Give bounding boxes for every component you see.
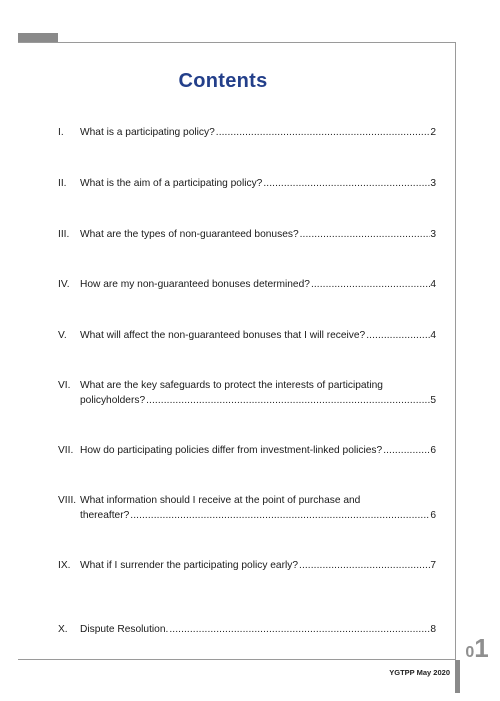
toc-entry-number: VI.	[58, 380, 71, 391]
footer-bar-marker	[455, 660, 460, 693]
toc-entry-number: X.	[58, 624, 68, 635]
toc-entry-title-line: What information should I receive at the point of purchase and	[80, 495, 361, 506]
page-number-small: 0	[465, 644, 475, 661]
toc-entry-title: What is the aim of a participating policy?	[80, 178, 263, 189]
toc-entry-title: What will affect the non-guaranteed bonuses that I will receive?	[80, 330, 366, 341]
toc-entry-page: 2	[430, 127, 436, 138]
toc-entry-title: How are my non-guaranteed bonuses determined?	[80, 279, 310, 290]
right-border-line	[455, 42, 456, 660]
toc-entry[interactable]	[58, 493, 436, 523]
toc-entry[interactable]	[58, 328, 436, 343]
toc-leader-dots	[129, 508, 430, 523]
toc-entry-number: I.	[58, 127, 64, 138]
toc-entry[interactable]	[58, 176, 436, 191]
toc-leader-dots	[310, 277, 430, 292]
toc-entry-page: 4	[430, 279, 436, 290]
toc-entry-number: IX.	[58, 560, 71, 571]
toc-entry-page: 5	[430, 395, 436, 406]
toc-entry[interactable]	[58, 378, 436, 408]
toc-entry-number: III.	[58, 229, 70, 240]
toc-leader-dots	[298, 558, 430, 573]
top-border-line	[18, 42, 456, 43]
toc-entry[interactable]	[58, 558, 436, 573]
toc-entry-page: 6	[430, 445, 436, 456]
toc-leader-dots	[168, 622, 430, 637]
toc-leader-dots	[299, 227, 431, 242]
toc-entry-number: VIII.	[58, 495, 77, 506]
page-title: Contents	[178, 70, 268, 92]
toc-entry-page: 3	[430, 178, 436, 189]
toc-entry[interactable]	[58, 125, 436, 140]
toc-entry[interactable]	[58, 227, 436, 242]
toc-leader-dots	[145, 393, 430, 408]
toc-entry-title: Dispute Resolution.	[80, 624, 169, 635]
toc-entry-number: V.	[58, 330, 67, 341]
footer-document-code: YGTPP May 2020	[389, 668, 450, 677]
toc-entry-page: 6	[430, 510, 436, 521]
toc-entry[interactable]	[58, 277, 436, 292]
toc-entry[interactable]	[58, 622, 436, 637]
page-number-big: 1	[474, 633, 489, 663]
toc-entry-number: II.	[58, 178, 67, 189]
toc-entry-title: What are the types of non-guaranteed bonuses?	[80, 229, 299, 240]
toc-entry-page: 8	[430, 624, 436, 635]
toc-leader-dots	[365, 328, 430, 343]
toc-entry-title: thereafter?	[80, 510, 130, 521]
toc-entry-number: VII.	[58, 445, 74, 456]
bottom-border-line	[18, 659, 456, 660]
toc-leader-dots	[262, 176, 430, 191]
toc-entry-title: policyholders?	[80, 395, 146, 406]
toc-entry-page: 4	[430, 330, 436, 341]
toc-entry[interactable]	[58, 443, 436, 458]
toc-entry-page: 7	[430, 560, 436, 571]
toc-entry-number: IV.	[58, 279, 70, 290]
toc-leader-dots	[382, 443, 430, 458]
toc-entry-title: How do participating policies differ from investment-linked policies?	[80, 445, 383, 456]
toc-entry-title: What is a participating policy?	[80, 127, 215, 138]
toc-leader-dots	[215, 125, 431, 140]
toc-entry-page: 3	[430, 229, 436, 240]
toc-entry-title-line: What are the key safeguards to protect the interests of participating	[80, 380, 383, 391]
page-number	[460, 633, 494, 664]
toc-entry-title: What if I surrender the participating policy early?	[80, 560, 299, 571]
